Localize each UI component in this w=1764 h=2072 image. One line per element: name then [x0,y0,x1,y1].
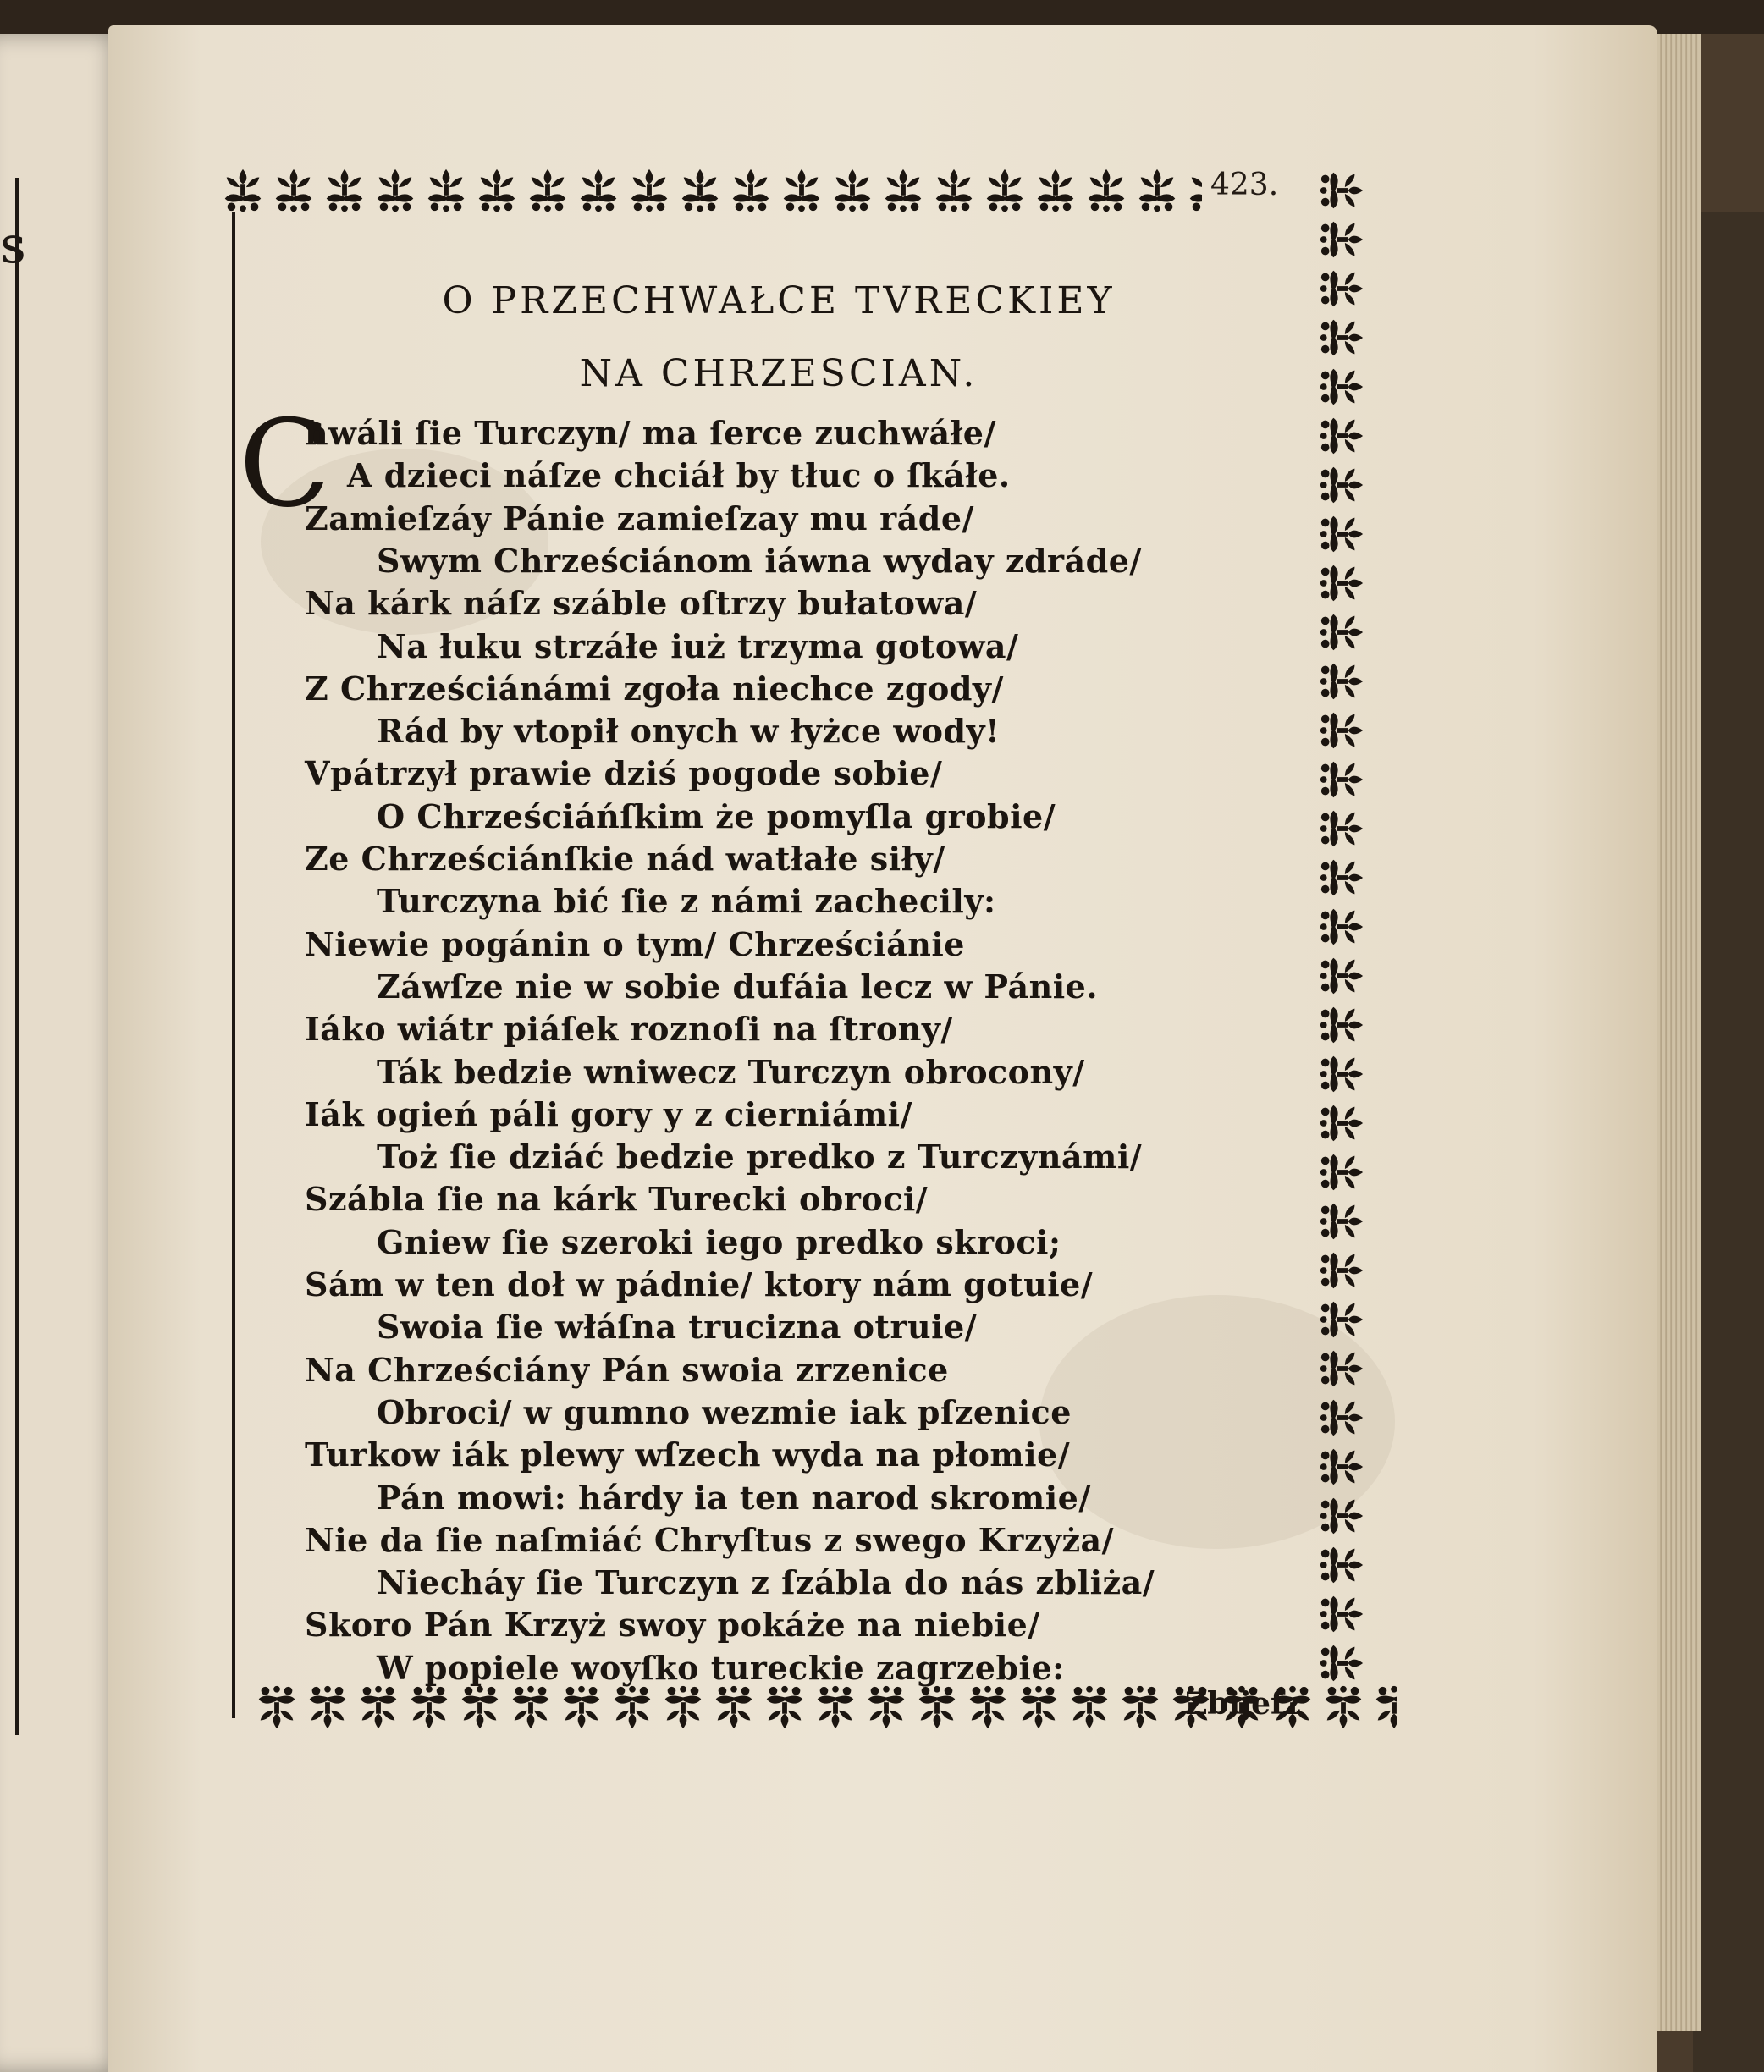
left-page-rule [15,178,19,1735]
book-cover [1693,212,1764,2072]
poem-line: Niewie pogánin o tym/ Chrześciánie [305,924,965,963]
poem-line: A dzieci náſze chciáł by tłuc o ſkáłe. [347,456,1011,495]
catchword: Zbijeſz [1185,1686,1301,1722]
fleuron-ornament [1317,608,1366,657]
fleuron-ornament [1317,902,1366,951]
fleuron-ornament [1317,657,1366,706]
fleuron-ornament [811,1683,860,1732]
fleuron-ornament [726,166,775,215]
poem-line: Obroci/ w gumno wezmie iak pſzenice [377,1392,1072,1431]
fleuron-ornament [1317,1540,1366,1590]
poem-line: Sám w ten doł w pádnie/ ktory nám gotuie/ [305,1265,1094,1303]
poem-line: O Chrześciáńſkim że pomyſla grobie/ [377,796,1056,835]
fleuron-ornament [269,166,318,215]
title-line-1: O PRZECHWAŁCE TVRECKIEY [442,279,1116,322]
poem-line: Szábla ſie na kárk Turecki obroci/ [305,1180,929,1219]
fleuron-ornament [252,1683,301,1732]
fleuron-ornament [1317,1491,1366,1540]
fleuron-ornament [506,1683,555,1732]
fleuron-ornament [1317,1197,1366,1246]
fleuron-ornament [1031,166,1080,215]
poem-line: hwáli ſie Turczyn/ ma ſerce zuchwáłe/ [305,414,996,452]
fleuron-ornament [1317,1148,1366,1197]
fleuron-ornament [1317,460,1366,510]
fleuron-ornament [1317,706,1366,755]
fleuron-ornament [963,1683,1012,1732]
poem-line: Skoro Pán Krzyż swoy pokáże na niebie/ [305,1606,1040,1645]
fleuron-ornament [912,1683,962,1732]
poem-line: Na kárk náſz száble oſtrzy bułatowa/ [305,584,978,623]
poem-line: Toż ſie dziáć bedzie predko z Turczynámi/ [377,1138,1143,1177]
poem-line: Ze Chrześciánſkie nád watłałe siły/ [305,840,945,878]
fleuron-ornament [303,1683,352,1732]
fleuron-ornament [1317,1393,1366,1442]
fleuron-ornament [659,1683,708,1732]
drop-cap: C [239,394,331,534]
poem-line: Swoia ſie włáſna trucizna otruie/ [377,1308,978,1347]
fleuron-ornament [455,1683,504,1732]
fleuron-ornament [1317,1442,1366,1491]
fleuron-ornament [1065,1683,1114,1732]
poem-line: Gniew ſie szeroki iego predko skroci; [377,1222,1061,1261]
fleuron-ornament [862,1683,911,1732]
page-number: 423. [1210,168,1279,202]
poem-line: Rád by vtopił onych w łyżce wody! [377,712,1001,751]
poem-line: Pán mowi: hárdy ia ten narod skromie/ [377,1478,1091,1517]
fleuron-ornament [557,1683,606,1732]
fleuron-ornament [1317,510,1366,559]
fleuron-ornament [1317,166,1366,215]
poem-line: Swym Chrześciánom iáwna wyday zdráde/ [377,541,1142,580]
fleuron-ornament [1317,264,1366,313]
poem-line: Turkow iák plewy wſzech wyda na płomie/ [305,1436,1071,1474]
fleuron-ornament [675,166,725,215]
title-line-2: NA CHRZESCIAN. [579,352,978,395]
fleuron-ornament [1317,313,1366,362]
poem-line: Z Chrześciánámi zgoła niechce zgody/ [305,669,1004,708]
fleuron-ornament [218,166,267,215]
fleuron-ornament [1317,1099,1366,1148]
fleuron-ornament [980,166,1029,215]
text-frame-left-rule [232,212,235,1718]
right-ornament-border [1304,166,1380,1715]
fleuron-ornament [1317,362,1366,411]
poem-line: Nie da ſie naſmiáć Chryſtus z swego Krzyża/ [305,1520,1115,1559]
fleuron-ornament [1317,559,1366,608]
fleuron-ornament [777,166,826,215]
fleuron-ornament [1317,804,1366,853]
fleuron-ornament [1317,755,1366,804]
poem-line: Vpátrzył prawie dziś pogode sobie/ [305,754,943,793]
poem-line: Záwſze nie w sobie dufáia lecz w Pánie. [377,967,1099,1006]
poem-line: Na łuku strzáłe iuż trzyma gotowa/ [377,626,1019,665]
poem-line: Turczyna bić ſie z námi zachecily: [377,882,996,921]
fleuron-ornament [1317,1344,1366,1393]
poem-line: Na Chrześciány Pán swoia zrzenice [305,1350,949,1389]
fleuron-ornament [625,166,674,215]
fleuron-ornament [405,1683,454,1732]
fleuron-ornament [1082,166,1131,215]
fleuron-ornament [709,1683,758,1732]
fleuron-ornament [828,166,877,215]
poem-line: Niecháy ſie Turczyn z ſzábla do nás zbliża/ [377,1563,1155,1602]
fleuron-ornament [1317,1000,1366,1050]
fleuron-ornament [574,166,623,215]
fleuron-ornament [472,166,521,215]
fleuron-ornament [1317,853,1366,902]
fleuron-ornament [1317,215,1366,264]
fleuron-ornament [1317,1246,1366,1295]
fleuron-ornament [523,166,572,215]
top-ornament-border [218,166,1202,247]
poem-line: Iáko wiátr piáſek roznoſi na ſtrony/ [305,1010,953,1049]
fleuron-ornament [422,166,471,215]
fleuron-ornament [1317,1050,1366,1099]
fleuron-ornament [1317,1590,1366,1639]
fleuron-ornament [929,166,978,215]
fleuron-ornament [608,1683,657,1732]
fleuron-ornament [1133,166,1182,215]
fleuron-ornament [1317,951,1366,1000]
fleuron-ornament [354,1683,403,1732]
fleuron-ornament [1183,166,1202,215]
fleuron-ornament [320,166,369,215]
poem-line: Iák ogień páli gory y z cierniámi/ [305,1094,912,1133]
fleuron-ornament [879,166,928,215]
poem-line: W popiele woyſko tureckie zagrzebie: [377,1648,1065,1687]
fleuron-ornament [1014,1683,1063,1732]
fleuron-ornament [1116,1683,1165,1732]
fleuron-ornament [1317,411,1366,460]
poem-line: Zamieſzáy Pánie zamieſzay mu ráde/ [305,499,974,537]
left-page-fragment: s [0,216,26,275]
fleuron-ornament [760,1683,809,1732]
poem-line: Ták bedzie wniwecz Turczyn obrocony/ [377,1052,1085,1091]
fleuron-ornament [1317,1295,1366,1344]
fleuron-ornament [371,166,420,215]
fleuron-ornament [1317,1639,1366,1688]
